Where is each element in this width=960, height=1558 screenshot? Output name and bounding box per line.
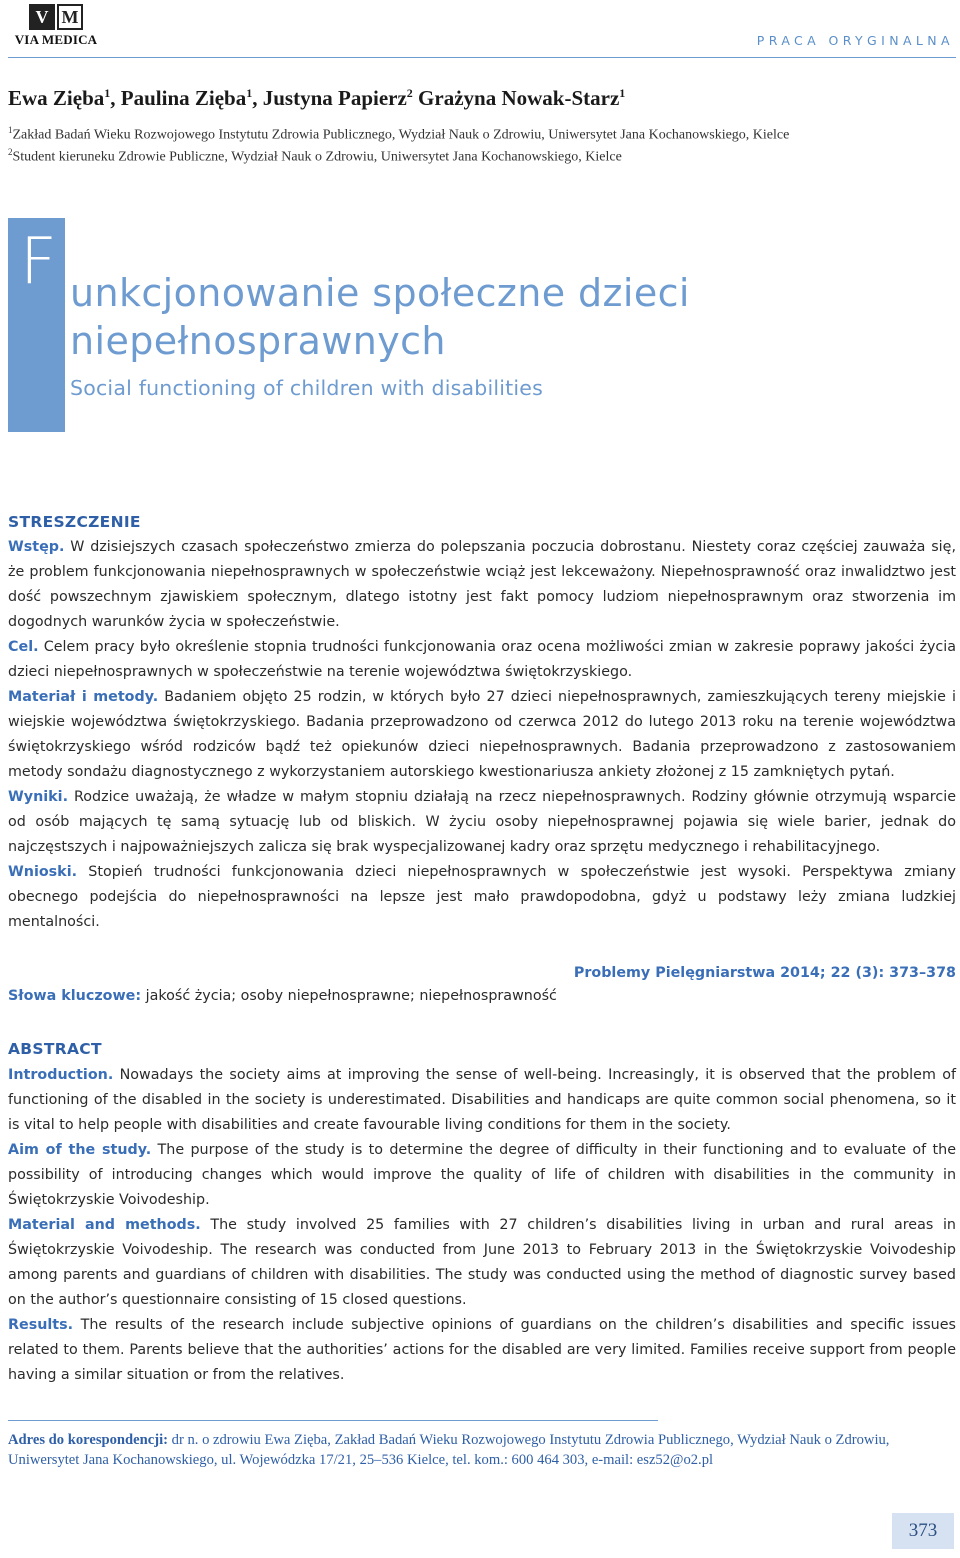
- label-results: Results.: [8, 1317, 74, 1333]
- abstract-body: [8, 1063, 956, 1388]
- publisher-logo: [8, 4, 104, 48]
- text-wnioski: Stopień trudności funkcjonowania dzieci niepełnosprawnych w społeczeństwie jest wysoki. Perspektywa zmiany obecnego podejścia do niepełnosprawności na lepsze jest mało prawdopodobna, gdyż u podstawy leży zmiana ludzkiej mentalności.: [8, 864, 956, 930]
- paragraph-cel: [8, 635, 956, 685]
- author-affiliation-marker: 1: [104, 86, 111, 100]
- keywords-text: jakość życia; osoby niepełnosprawne; niepełnosprawność: [141, 988, 557, 1004]
- author-affiliation-marker: 1: [619, 86, 626, 100]
- paragraph-methods: [8, 1213, 956, 1313]
- correspondence-address: [8, 1430, 952, 1470]
- streszczenie-heading: STRESZCZENIE: [8, 513, 141, 531]
- text-aim: The purpose of the study is to determine the degree of difficulty in their functioning and to evaluate of the possibility of introducing changes which would improve the quality of life of children with disabilities in the community in Świętokrzyskie Voivodeship.: [8, 1142, 956, 1208]
- paragraph-wnioski: [8, 860, 956, 935]
- header-divider: [8, 57, 956, 58]
- author-list: Ewa Zięba$^1$, Paulina Zięba$^1$, Justyna Papierz$^2$ Grażyna Nowak-Starz$^1$: [8, 86, 626, 110]
- text-material: Badaniem objęto 25 rodzin, w których było 27 dzieci niepełnosprawnych, zamieszkujących tereny miejskie i wiejskie województwa świętokrzyskiego. Badania przeprowadzono od czerwca 2012 do lutego 2013 roku na terenie województwa świętokrzyskiego wśród rodziców bądź też opiekunów dzieci niepełnosprawnych. Badania przeprowadzono z zastosowaniem metody sondażu diagnostycznego z wykorzystaniem autorskiego kwestionariusza ankiety złożonej z 15 zamkniętych pytań.: [8, 689, 956, 780]
- label-aim: Aim of the study.: [8, 1142, 152, 1158]
- affiliation-text: Zakład Badań Wieku Rozwojowego Instytutu Zdrowia Publicznego, Wydział Nauk o Zdrowiu, Uniwersytet Jana Kochanowskiego, Kielce: [12, 127, 790, 143]
- page-number: 373: [892, 1513, 954, 1549]
- label-wnioski: Wnioski.: [8, 864, 78, 880]
- logo-letter-m: M: [57, 4, 83, 30]
- abstract-heading: ABSTRACT: [8, 1040, 102, 1058]
- text-methods: The study involved 25 families with 27 children’s disabilities living in urban and rural areas in Świętokrzyskie Voivodeship. The research was conducted from June 2013 to February 2013 in the Świętokrzyskie Voivodeship among parents and guardians of children with disabilities. The study was conducted using the method of diagnostic survey based on the author’s questionnaire consisting of 15 closed questions.: [8, 1217, 956, 1308]
- paragraph-aim: [8, 1138, 956, 1213]
- title-initial-block: [8, 218, 65, 432]
- label-wstep: Wstęp.: [8, 539, 65, 555]
- affiliation-marker: 1: [8, 125, 13, 135]
- text-cel: Celem pracy było określenie stopnia trudności funkcjonowania oraz ocena możliwości zmian w zakresie poprawy jakości życia dzieci niepełnosprawnych w społeczeństwie na terenie województwa świętokrzyskiego.: [8, 639, 956, 680]
- logo-mark: [8, 4, 104, 30]
- affiliation-marker: 2: [8, 147, 13, 157]
- text-results: The results of the research include subjective opinions of guardians on the children’s disabilities and specific issues related to them. Parents believe that the authorities’ actions for the disabled are very limited. Families receive support from people having a similar situation or from the relatives.: [8, 1317, 956, 1383]
- text-wyniki: Rodzice uważają, że władze w małym stopniu działają na rzecz niepełnosprawnych. Rodziny głównie otrzymują wsparcie od osób mających tę samą sytuację lub od bliskich. W życiu osoby niepełnosprawnej pojawia się wiele barier, jednak do najczęstszych i najpoważniejszych zalicza się brak wyspecjalizowanej kadry oraz sprzętu medycznego i rehabilitacyjnego.: [8, 789, 956, 855]
- keywords: [8, 988, 557, 1004]
- text-wstep: W dzisiejszych czasach społeczeństwo zmierza do polepszania poczucia dobrostanu. Niestety coraz częściej zauważa się, że problem funkcjonowania niepełnosprawnych w społeczeństwie wciąż jest lekceważony. Niepełnosprawność oraz inwalidztwo jest dość powszechnym zjawiskiem społecznym, dlatego istotny jest fakt pomocy ludziom niepełnosprawnym oraz stworzenia im dogodnych warunków życia w społeczeństwie.: [8, 539, 956, 630]
- correspondence-text: dr n. o zdrowiu Ewa Zięba, Zakład Badań Wieku Rozwojowego Instytutu Zdrowia Publicznego, Wydział Nauk o Zdrowiu, Uniwersytet Jana Kochanowskiego, ul. Wojewódzka 17/21, 25–536 Kielce, tel. kom.: 600 464 303, e-mail: esz52@o2.pl: [8, 1432, 890, 1468]
- paragraph-introduction: [8, 1063, 956, 1138]
- title-initial: F: [20, 225, 57, 299]
- article-title-line-2: niepełnosprawnych: [70, 319, 446, 363]
- paragraph-wstep: [8, 535, 956, 635]
- author-name: Grażyna Nowak-Starz: [418, 86, 620, 110]
- correspondence-label: Adres do korespondencji:: [8, 1432, 169, 1448]
- publisher-name: VIA MEDICA: [14, 32, 98, 47]
- logo-letter-v: V: [29, 4, 55, 30]
- affiliation-1: [8, 125, 789, 144]
- streszczenie-body: [8, 535, 956, 935]
- article-title-line-1: unkcjonowanie społeczne dzieci: [70, 271, 690, 315]
- label-methods: Material and methods.: [8, 1217, 201, 1233]
- label-cel: Cel.: [8, 639, 39, 655]
- label-material: Materiał i metody.: [8, 689, 159, 705]
- author-name: Paulina Zięba: [120, 86, 247, 110]
- section-label: PRACA ORYGINALNA: [756, 33, 954, 48]
- text-introduction: Nowadays the society aims at improving the sense of well-being. Increasingly, it is observed that the problem of functioning of the disabled in the society is underestimated. Disabilities and handicaps are quite common social phenomena, so it is vital to help people with disabilities and create favourable living conditions for them in the society.: [8, 1067, 956, 1133]
- author-affiliation-marker: 1: [246, 86, 253, 100]
- article-title: [70, 269, 690, 365]
- paragraph-material: [8, 685, 956, 785]
- affiliation-text: Student kieruneku Zdrowie Publiczne, Wydział Nauk o Zdrowiu, Uniwersytet Jana Kochanowskiego, Kielce: [12, 149, 622, 165]
- affiliation-2: [8, 147, 622, 166]
- author-name: Justyna Papierz: [262, 86, 407, 110]
- keywords-label: Słowa kluczowe:: [8, 988, 142, 1004]
- article-title-english: Social functioning of children with disabilities: [70, 376, 543, 400]
- author-name: Ewa Zięba: [8, 86, 105, 110]
- label-introduction: Introduction.: [8, 1067, 114, 1083]
- paragraph-results: [8, 1313, 956, 1388]
- paragraph-wyniki: [8, 785, 956, 860]
- author-affiliation-marker: 2: [406, 86, 413, 100]
- journal-citation: Problemy Pielęgniarstwa 2014; 22 (3): 373–378: [573, 965, 956, 981]
- footer-divider: [8, 1420, 658, 1421]
- label-wyniki: Wyniki.: [8, 789, 69, 805]
